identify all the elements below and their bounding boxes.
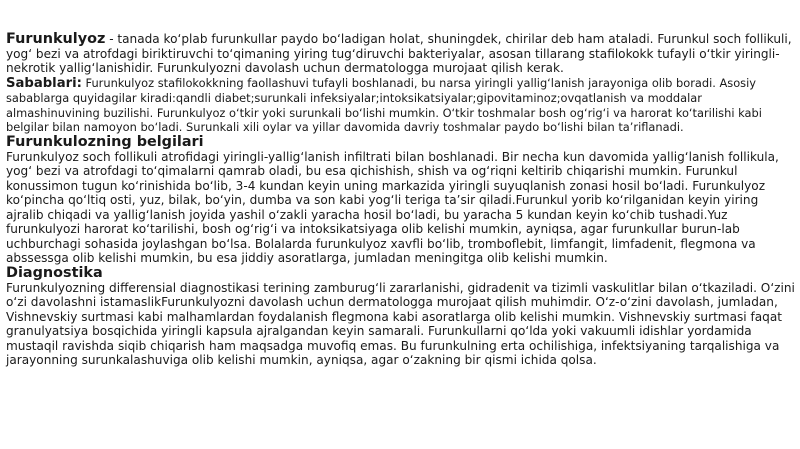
signs-heading: Furunkulozning belgilari	[6, 133, 204, 150]
intro-paragraph	[6, 32, 796, 76]
diagnostics-heading: Diagnostika	[6, 264, 103, 281]
signs-paragraph: Furunkulyoz soch follikuli atrofidagi yiringli-yallig‘lanish infiltrati bilan boshlanadi. Bir necha kun davomida yallig‘lanish follikula, yog‘ bezi va atrofdagi to‘qimalarni qamrab oladi, bu esa qichishish, shish va og‘riqni keltirib chiqarishi mumkin. Furunkul konussimon tugun ko‘rinishida bo‘lib, 3-4 kundan keyin uning markazida yiringli suyuqlanish zonasi hosil bo‘ladi. Furunkulyoz ko‘pincha qo‘ltiq osti, yuz, bilak, bo‘yin, dumba va son kabi yog‘li teriga ta’sir qiladi.Furunkul yorib ko‘rilganidan keyin yiring ajralib chiqadi va yallig‘lanish joyida yashil o‘zakli yaracha hosil bo‘ladi, bu yaracha 5 kundan keyin ko‘chib tushadi.Yuz furunkulyozi harorat ko‘tarilishi, bosh og‘rig‘i va intoksikatsiyaga olib kelishi mumkin, ayniqsa, agar furunkullar burun-lab uchburchagi sohasida joylashgan bo‘lsa. Bolalarda furunkulyoz xavfli bo‘lib, tromboflebit, limfangit, limfadenit, flegmona va abssessga olib kelishi mumkin, bu esa jiddiy asoratlarga, jumladan meningitga olib kelishi mumkin.	[6, 149, 779, 265]
intro-text: - tanada ko‘plab furunkullar paydo bo‘ladigan holat, shuningdek, chirilar deb ham ataladi. Furunkul soch follikuli, yog‘ bezi va atrofdagi biriktiruvchi to‘qimaning yiring tug‘diruvchi bakteriyalar, asosan tillarang stafilokokk tufayli o‘tkir yiringli-nekrotik yallig‘lanishidir. Furunkulyozni davolash uchun dermatologga murojaat qilish kerak.	[6, 32, 792, 75]
diagnostics-paragraph: Furunkulyozning differensial diagnostikasi terining zamburug‘li zararlanishi, gidradenit va tizimli vaskulitlar bilan o‘tkaziladi. O‘zini o‘zi davolashni istamaslikFurunkulyozni davolash uchun dermatologga murojaat qilish muhimdir. O‘z-o‘zini davolash, jumladan, Vishnevskiy surtmasi kabi malhamlardan foydalanish flegmona kabi asoratlarga olib kelishi mumkin. Vishnevskiy surtmasi faqat granulyatsiya bosqichida yiringli kapsula ajralgandan keyin samarali. Furunkullarni qo‘lda yoki vakuumli idishlar yordamida mustaqil ravishda siqib chiqarish ham maqsadga muvofiq emas. Bu furunkulning erta ochilishiga, infektsiyaning tarqalishiga va jarayonning surunkalashuviga olib kelishi mumkin, ayniqsa, agar o‘zakning bir qismi ichida qolsa.	[6, 280, 795, 367]
intro-term: Furunkulyoz	[6, 31, 106, 47]
causes-label: Sabablari:	[6, 75, 82, 91]
causes-paragraph	[6, 76, 796, 135]
document-body	[6, 32, 796, 368]
causes-text: Furunkulyoz stafilokokkning faollashuvi tufayli boshlanadi, bu narsa yiringli yallig‘lanish jarayoniga olib boradi. Asosiy sabablarga quyidagilar kiradi:qandli diabet;surunkali infeksiyalar;intoksikatsiyalar;gipovitaminoz;ovqatlanish va moddalar almashinuvining buzilishi. Furunkulyoz o‘tkir yoki surunkali bo‘lishi mumkin. O‘tkir toshmalar bosh og‘rig‘i va harorat ko‘tarilishi kabi belgilar bilan namoyon bo‘ladi. Surunkali xili oylar va yillar davomida davriy toshmalar paydo bo‘lishi bilan ta’riflanadi.	[6, 75, 762, 134]
